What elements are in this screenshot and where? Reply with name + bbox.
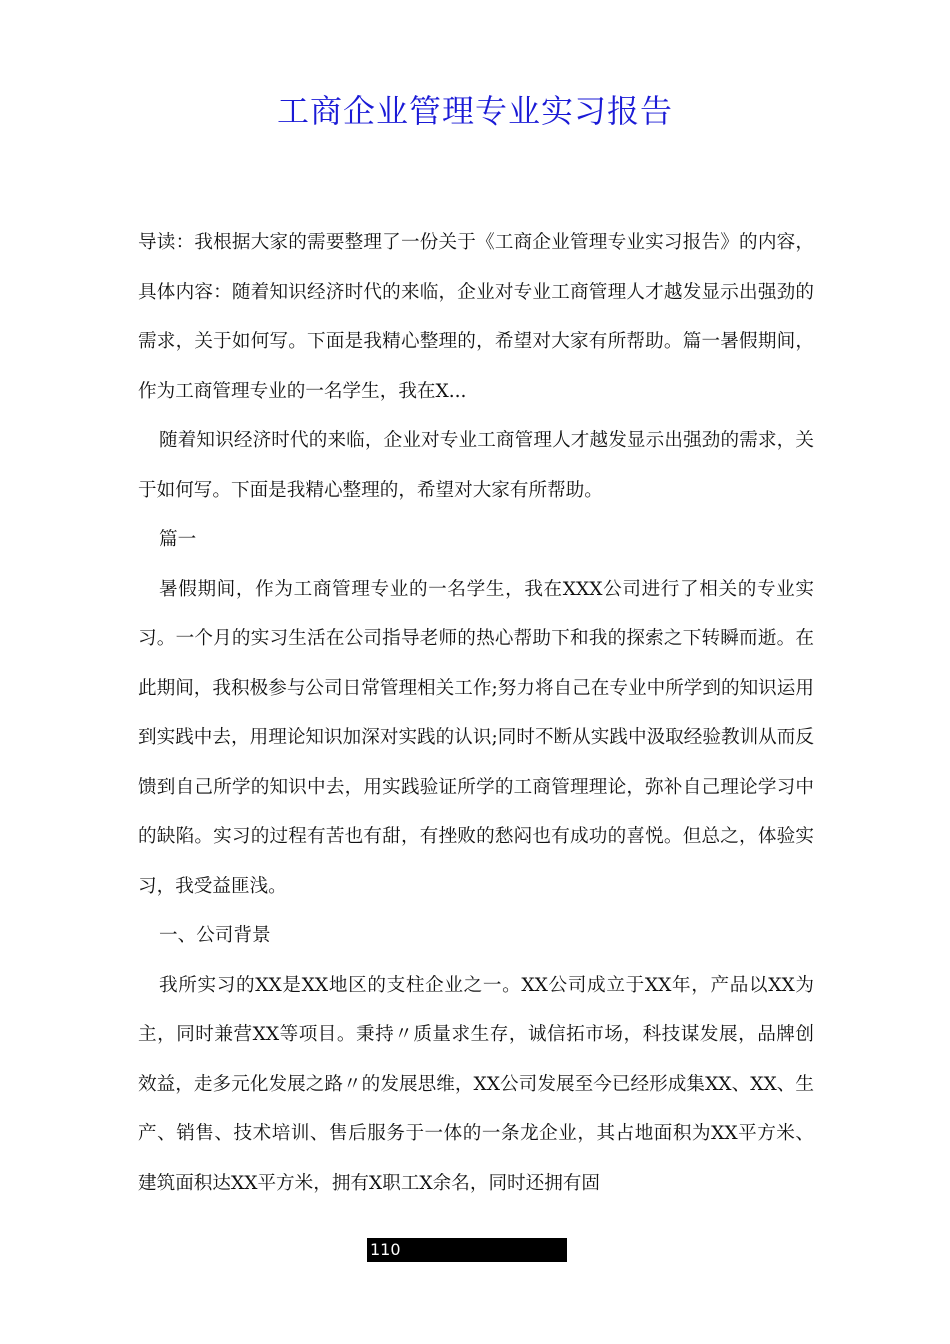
document-body <box>138 218 814 1208</box>
page-number: 110 <box>370 1240 401 1259</box>
company-background-paragraph: 我所实习的XX是XX地区的支柱企业之一。XX公司成立于XX年，产品以XX为主，同时兼营XX等项目。秉持〃质量求生存，诚信拓市场，科技谋发展，品牌创效益，走多元化发展之路〃的发展思维，XX公司发展至今已经形成集XX、XX、生产、销售、技术培训、售后服务于一体的一条龙企业，其占地面积为XX平方米、建筑面积达XX平方米，拥有X职工X余名，同时还拥有固 <box>138 974 814 1194</box>
intro-paragraph: 导读：我根据大家的需要整理了一份关于《工商企业管理专业实习报告》的内容，具体内容：随着知识经济时代的来临，企业对专业工商管理人才越发显示出强劲的需求，关于如何写。下面是我精心整理的，希望对大家有所帮助。篇一暑假期间，作为工商管理专业的一名学生，我在X... <box>138 232 814 402</box>
section-heading-company-background: 一、公司背景 <box>159 925 271 946</box>
document-title: 工商企业管理专业实习报告 <box>276 92 673 130</box>
internship-paragraph: 暑假期间，作为工商管理专业的一名学生，我在XXX公司进行了相关的专业实习。一个月的实习生活在公司指导老师的热心帮助下和我的探索之下转瞬而逝。在此期间，我积极参与公司日常管理相关工作;努力将自己在专业中所学到的知识运用到实践中去，用理论知识加深对实践的认识;同时不断从实践中汲取经验教训从而反馈到自己所学的知识中去，用实践验证所学的工商管理理论，弥补自己理论学习中的缺陷。实习的过程有苦也有甜，有挫败的愁闷也有成功的喜悦。但总之，体验实习，我受益匪浅。 <box>138 578 814 897</box>
summary-paragraph: 随着知识经济时代的来临，企业对专业工商管理人才越发显示出强劲的需求，关于如何写。下面是我精心整理的，希望对大家有所帮助。 <box>138 430 814 501</box>
section-heading-part-one: 篇一 <box>159 529 197 550</box>
